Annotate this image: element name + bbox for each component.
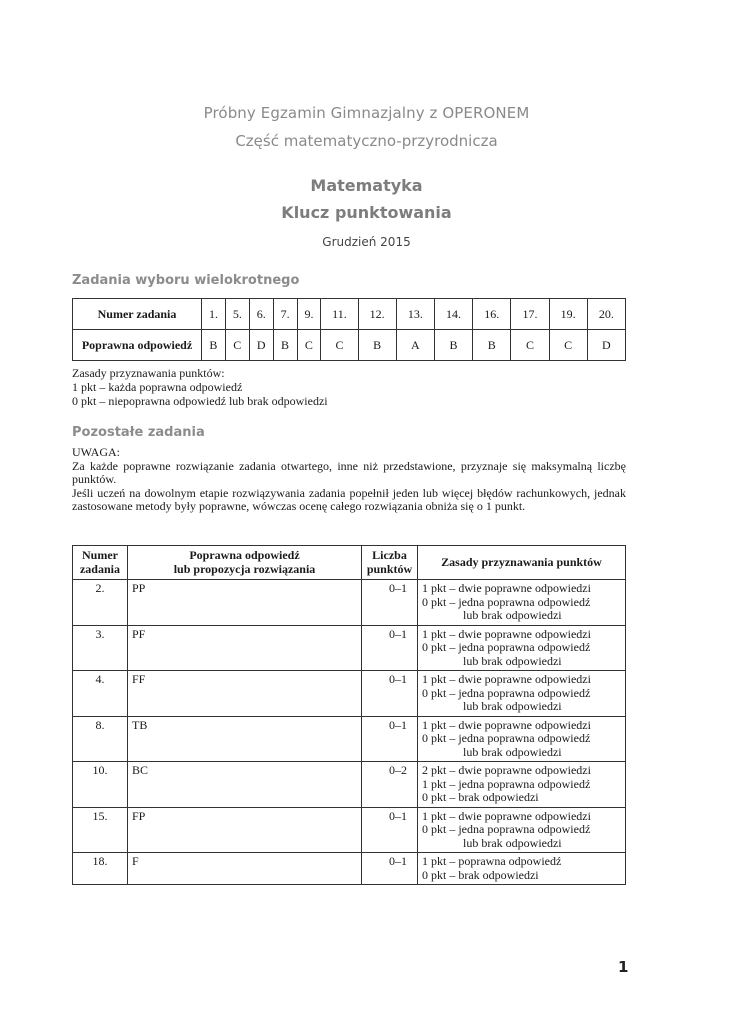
answer-cell: B — [273, 330, 297, 361]
scoring-rule: 0 pkt – niepoprawna odpowiedź lub brak odpowiedzi — [72, 394, 328, 408]
task-number-cell: 5. — [225, 299, 249, 330]
answer-key-table — [72, 298, 626, 361]
note-paragraph: Jeśli uczeń na dowolnym etapie rozwiązywania zadania popełnił jeden lub więcej błędów rachunkowych, jednak zastosowane metody były poprawne, wówczas ocenę całego rozwiązania obniża się o 1 punkt. — [72, 485, 626, 513]
section-title-multiple-choice: Zadania wyboru wielokrotnego — [72, 273, 300, 288]
answer-cell: A — [396, 330, 434, 361]
answer-cell: C — [549, 330, 587, 361]
task-number-row — [73, 299, 626, 330]
task-rules: 1 pkt – poprawna odpowiedź 0 pkt – brak odpowiedzi — [418, 853, 626, 885]
task-number: 18. — [73, 853, 128, 885]
task-answer: PF — [128, 625, 362, 671]
task-answer: F — [128, 853, 362, 885]
task-points: 0–1 — [362, 625, 418, 671]
task-answer: BC — [128, 762, 362, 808]
task-number-cell: 17. — [511, 299, 549, 330]
answer-cell: B — [202, 330, 226, 361]
task-rules: 2 pkt – dwie poprawne odpowiedzi 1 pkt – jedna poprawna odpowiedź 0 pkt – brak odpowiedzi — [418, 762, 626, 808]
task-number-cell: 19. — [549, 299, 587, 330]
task-number-cell: 7. — [273, 299, 297, 330]
task-points: 0–1 — [362, 716, 418, 762]
col-header-number: Numer zadania — [73, 546, 128, 580]
task-number-cell: 12. — [358, 299, 396, 330]
task-answer: FP — [128, 807, 362, 853]
task-answer: FF — [128, 671, 362, 717]
header-line-2: Część matematyczno-przyrodnicza — [235, 132, 498, 150]
scoring-rule: 1 pkt – każda poprawna odpowiedź — [72, 380, 243, 394]
table-row — [73, 762, 626, 808]
answer-cell: D — [249, 330, 273, 361]
document-date: Grudzień 2015 — [322, 235, 411, 249]
task-points: 0–1 — [362, 580, 418, 626]
note-title: UWAGA: — [72, 445, 120, 459]
table-row — [73, 853, 626, 885]
task-number-label: Numer zadania — [73, 299, 202, 330]
task-number-cell: 14. — [434, 299, 472, 330]
answer-cell: B — [434, 330, 472, 361]
task-rules: 1 pkt – dwie poprawne odpowiedzi 0 pkt – jedna poprawna odpowiedź lub brak odpowiedzi — [418, 625, 626, 671]
table-row — [73, 716, 626, 762]
scoring-rules-title: Zasady przyznawania punktów: — [72, 366, 225, 380]
correct-answer-row — [73, 330, 626, 361]
table-header-row — [73, 546, 626, 580]
task-answer: TB — [128, 716, 362, 762]
task-points: 0–1 — [362, 853, 418, 885]
task-points: 0–1 — [362, 807, 418, 853]
task-number: 15. — [73, 807, 128, 853]
task-number-cell: 16. — [473, 299, 511, 330]
task-points: 0–2 — [362, 762, 418, 808]
task-number: 2. — [73, 580, 128, 626]
task-number-cell: 1. — [202, 299, 226, 330]
answer-cell: C — [321, 330, 358, 361]
answer-cell: B — [358, 330, 396, 361]
document-title: Klucz punktowania — [281, 203, 452, 222]
table-row — [73, 807, 626, 853]
task-answer: PP — [128, 580, 362, 626]
answer-cell: D — [587, 330, 625, 361]
task-number: 8. — [73, 716, 128, 762]
answer-cell: C — [225, 330, 249, 361]
col-header-points: Liczba punktów — [362, 546, 418, 580]
page-number: 1 — [618, 958, 629, 976]
section-title-other-tasks: Pozostałe zadania — [72, 425, 205, 440]
answer-cell: C — [297, 330, 321, 361]
correct-answer-label: Poprawna odpowiedź — [73, 330, 202, 361]
task-rules: 1 pkt – dwie poprawne odpowiedzi 0 pkt – jedna poprawna odpowiedź lub brak odpowiedzi — [418, 807, 626, 853]
task-rules: 1 pkt – dwie poprawne odpowiedzi 0 pkt – jedna poprawna odpowiedź lub brak odpowiedzi — [418, 671, 626, 717]
col-header-answer: Poprawna odpowiedź lub propozycja rozwiązania — [128, 546, 362, 580]
answer-cell: C — [511, 330, 549, 361]
task-rules: 1 pkt – dwie poprawne odpowiedzi 0 pkt – jedna poprawna odpowiedź lub brak odpowiedzi — [418, 716, 626, 762]
subject-title: Matematyka — [310, 176, 423, 195]
task-number: 3. — [73, 625, 128, 671]
table-row — [73, 671, 626, 717]
task-number-cell: 9. — [297, 299, 321, 330]
task-number-cell: 11. — [321, 299, 358, 330]
table-row — [73, 625, 626, 671]
task-number-cell: 20. — [587, 299, 625, 330]
open-tasks-table — [72, 545, 626, 885]
table-row — [73, 580, 626, 626]
task-number-cell: 6. — [249, 299, 273, 330]
note-block — [72, 446, 626, 514]
col-header-rules: Zasady przyznawania punktów — [418, 546, 626, 580]
task-points: 0–1 — [362, 671, 418, 717]
scoring-rules — [72, 366, 328, 408]
note-paragraph: Za każde poprawne rozwiązanie zadania otwartego, inne niż przedstawione, przyznaje się maksymalną liczbę punktów. — [72, 458, 626, 486]
task-number: 4. — [73, 671, 128, 717]
task-rules: 1 pkt – dwie poprawne odpowiedzi 0 pkt – jedna poprawna odpowiedź lub brak odpowiedzi — [418, 580, 626, 626]
header-line-1: Próbny Egzamin Gimnazjalny z OPERONEM — [203, 104, 530, 122]
answer-cell: B — [473, 330, 511, 361]
task-number-cell: 13. — [396, 299, 434, 330]
task-number: 10. — [73, 762, 128, 808]
